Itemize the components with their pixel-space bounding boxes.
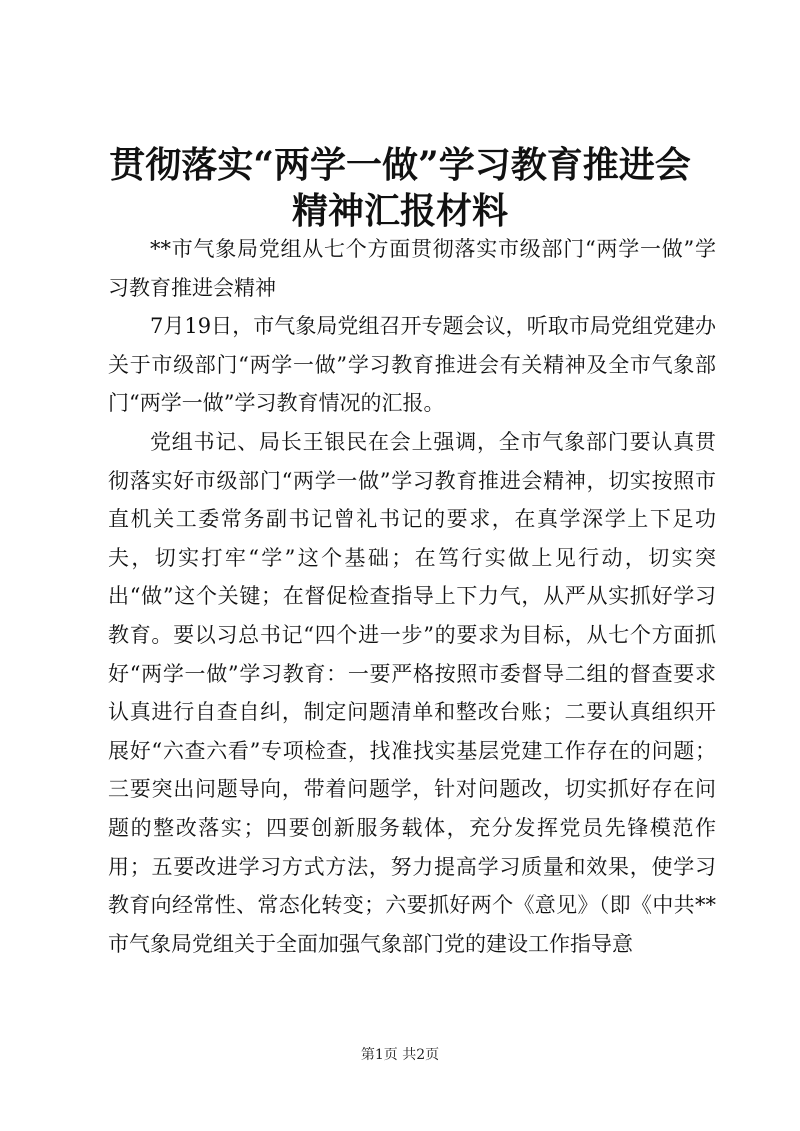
- paragraph-2: 7月19日，市气象局党组召开专题会议，听取市局党组党建办关于市级部门“两学一做”学习教育推进会有关精神及全市气象部门“两学一做”学习教育情况的汇报。: [108, 314, 716, 416]
- document-title: 贯彻落实“两学一做”学习教育推进会精神汇报材料: [109, 144, 691, 232]
- paragraph-3: 党组书记、局长王银民在会上强调，全市气象部门要认真贯彻落实好市级部门“两学一做”学习教育推进会精神，切实按照市直机关工委常务副书记曾礼书记的要求，在真学深学上下足功夫，切实打牢“学”这个基础；在笃行实做上见行动，切实突出“做”这个关键；在督促检查指导上下力气，从严从实抓好学习教育。要以习总书记“四个进一步”的要求为目标，从七个方面抓好“两学一做”学习教育：一要严格按照市委督导二组的督查要求认真进行自查自纠，制定问题清单和整改台账；二要认真组织开展好“六查六看”专项检查，找准找实基层党建工作存在的问题；三要突出问题导向，带着问题学，针对问题改，切实抓好存在问题的整改落实；四要创新服务载体，充分发挥党员先锋模范作用；五要改进学习方式方法，努力提高学习质量和效果，使学习教育向经常性、常态化转变；六要抓好两个《意见》（即《中共**市气象局党组关于全面加强气象部门党的建设工作指导意: [108, 429, 716, 956]
- paragraph-1: **市气象局党组从七个方面贯彻落实市级部门“两学一做”学习教育推进会精神: [108, 237, 716, 300]
- page-footer: 第1页 共2页: [360, 1047, 440, 1063]
- document-body: [108, 230, 716, 963]
